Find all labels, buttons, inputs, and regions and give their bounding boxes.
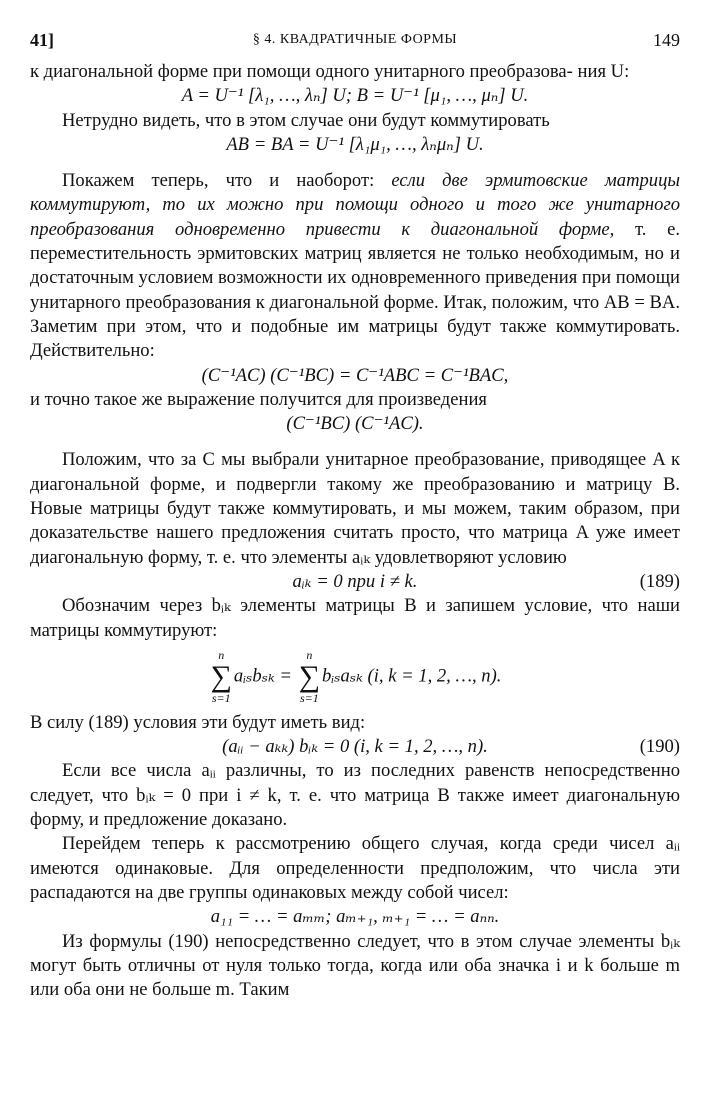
sum-term-left: aᵢₛbₛₖ	[233, 665, 275, 687]
page-left-marker: 41]	[30, 30, 54, 50]
text-span: т. е. переместительность эрмитовских матриц является не только необходимым, но и достаточным условием возможности их одновременного приведения при помощи унитарного преобразования к диагональной форме. Итак, положим, что AB = BA. Заметим при этом, что и подобные им матрицы будут также коммутировать. Действительно:	[30, 218, 681, 362]
paragraph-6: Обозначим через bᵢₖ элементы матрицы B и запишем условие, что наши матрицы коммутируют:	[30, 595, 680, 641]
equation-text: aᵢₖ = 0 при i ≠ k.	[292, 570, 418, 592]
sum-symbol-right: n ∑ s=1	[298, 647, 321, 705]
formula-8: a₁₁ = … = aₘₘ; aₘ₊₁, ₘ₊₁ = … = aₙₙ.	[210, 906, 500, 928]
formula-2: AB = BA = U⁻¹ [λ₁μ₁, …, λₙμₙ] U.	[226, 133, 484, 155]
paragraph-3	[30, 169, 680, 363]
formula-1: A = U⁻¹ [λ₁, …, λₙ] U; B = U⁻¹ [μ₁, …, μₙ] U.	[181, 85, 529, 107]
paragraph-7: В силу (189) условия эти будут иметь вид:	[30, 711, 366, 733]
formula-3: (C⁻¹AC) (C⁻¹BC) = C⁻¹ABC = C⁻¹BAC,	[201, 364, 509, 386]
equation-number: (190)	[639, 736, 680, 758]
sum-term-right: bᵢₛaₛₖ	[322, 665, 363, 687]
section-title: § 4. КВАДРАТИЧНЫЕ ФОРМЫ	[252, 32, 458, 47]
running-header	[30, 30, 680, 60]
sum-condition: (i, k = 1, 2, …, n).	[362, 665, 502, 687]
paragraph-9: Перейдем теперь к рассмотрению общего случая, когда среди чисел aᵢᵢ имеются одинаковые. Для определенности предположим, что числа эти распадаются на две группы одинаковых между собой чисел:	[30, 833, 680, 903]
formula-189	[30, 570, 680, 594]
sum-symbol-left: n ∑ s=1	[210, 647, 232, 705]
paragraph-2: Нетрудно видеть, что в этом случае они будут коммутировать	[62, 109, 550, 131]
paragraph-1	[30, 60, 680, 84]
book-page	[30, 30, 680, 1002]
text-span: Покажем теперь, что и наоборот:	[62, 170, 392, 192]
formula-190	[30, 735, 680, 759]
paragraph-4: и точно такое же выражение получится для произведения	[30, 388, 487, 410]
equation-text: (aᵢᵢ − aₖₖ) bᵢₖ = 0 (i, k = 1, 2, …, n).	[222, 736, 488, 758]
formula-sum: n ∑ s=1 aᵢₛbₛₖ = n ∑ s=1 bᵢₛaₛₖ (i, k = 1, 2, …, n).	[210, 647, 502, 705]
formula-4: (C⁻¹BC) (C⁻¹AC).	[286, 413, 424, 435]
theorem-statement: если две эрмитовские матрицы коммутируют, то их можно при помощи одного и того же унитарного преобразования одновременно привести к диагональной форме,	[30, 170, 680, 240]
text-line: ния U:	[577, 61, 630, 82]
text-line: к диагональной форме при помощи одного унитарного преобразова-	[30, 61, 573, 82]
paragraph-5: Положим, что за C мы выбрали унитарное преобразование, приводящее A к диагональной форме, и подвергли такому же преобразованию и матрицу B. Новые матрицы будут также коммутировать, и мы можем, таким образом, при доказательстве нашего предложения считать просто, что матрица A уже имеет диагональную форму, т. е. что элементы aᵢₖ удовлетворяют условию	[30, 449, 680, 568]
paragraph-8: Если все числа aᵢᵢ различны, то из последних равенств непосредственно следует, что bᵢₖ = 0 при i ≠ k, т. е. что матрица B также имеет диагональную форму, и предложение доказано.	[30, 760, 680, 831]
paragraph-10: Из формулы (190) непосредственно следует, что в этом случае элементы bᵢₖ могут быть отличны от нуля только тогда, когда или оба значка i и k больше m или оба они не больше m. Таким	[30, 930, 680, 1001]
equation-number: (189)	[639, 570, 680, 592]
page-number: 149	[653, 30, 680, 50]
